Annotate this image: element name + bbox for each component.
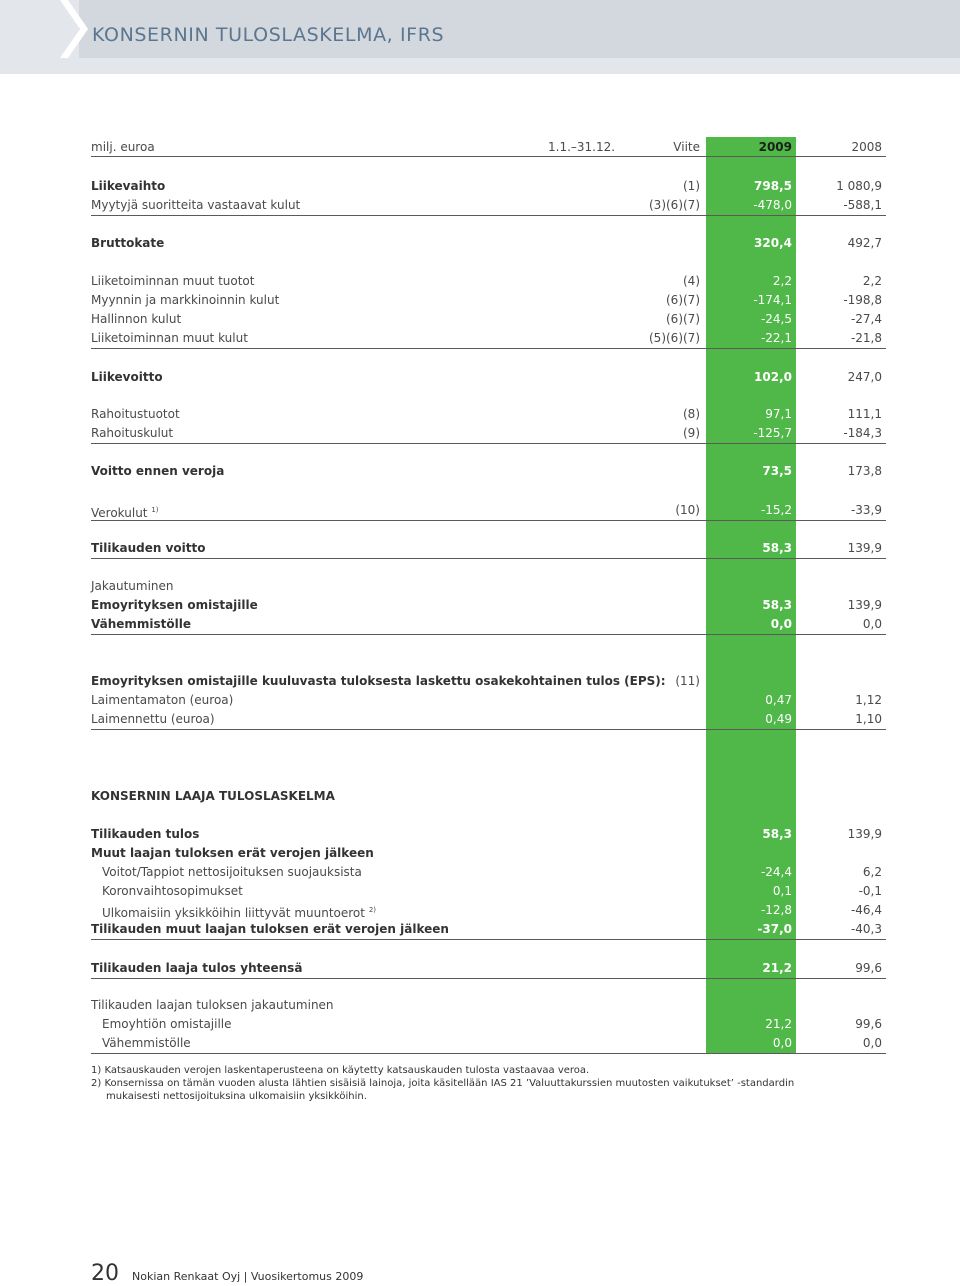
value-2009: 21,2 — [762, 961, 792, 975]
value-2008: 0,0 — [862, 1036, 882, 1050]
value-2008: -33,9 — [850, 503, 882, 517]
row-label: Emoyrityksen omistajille — [91, 598, 258, 612]
value-2008: -21,8 — [850, 331, 882, 345]
row-label: Rahoitustuotot — [91, 407, 180, 421]
row-label: Jakautuminen — [91, 579, 174, 593]
page-title: KONSERNIN TULOSLASKELMA, IFRS — [92, 24, 445, 46]
row-note: (11) — [675, 674, 700, 688]
row-note: (4) — [683, 274, 700, 288]
row-label: Emoyhtiön omistajille — [102, 1017, 232, 1031]
value-2009: 0,47 — [765, 693, 792, 707]
row-label: Vähemmistölle — [102, 1036, 191, 1050]
row-label: Myynnin ja markkinoinnin kulut — [91, 293, 280, 307]
value-2009: 320,4 — [754, 236, 792, 250]
value-2009: -24,4 — [760, 865, 792, 879]
publication-info: Nokian Renkaat Oyj | Vuosikertomus 2009 — [132, 1270, 364, 1283]
value-2009: 73,5 — [762, 464, 792, 478]
value-2008: 0,0 — [862, 617, 882, 631]
value-2009: 0,0 — [772, 1036, 792, 1050]
value-2008: -0,1 — [858, 884, 882, 898]
value-2009: 0,1 — [772, 884, 792, 898]
value-2008: 247,0 — [847, 370, 882, 384]
value-2009: -125,7 — [753, 426, 792, 440]
row-label: Ulkomaisiin yksikköihin liittyvät muuntoerot — [102, 906, 365, 920]
row-note: (1) — [683, 179, 700, 193]
row-divider — [91, 1053, 886, 1054]
page-number: 20 — [91, 1261, 119, 1286]
value-2008: -588,1 — [843, 198, 882, 212]
row-note: (3)(6)(7) — [649, 198, 700, 212]
value-2009: -37,0 — [757, 922, 792, 936]
row-divider — [91, 634, 886, 635]
value-2008: 139,9 — [847, 598, 882, 612]
row-label: Laimentamaton (euroa) — [91, 693, 234, 707]
value-2009: 58,3 — [762, 541, 792, 555]
row-label: Muut laajan tuloksen erät verojen jälkeen — [91, 846, 374, 860]
row-label: Tilikauden muut laajan tuloksen erät verojen jälkeen — [91, 922, 449, 936]
row-label: Vähemmistölle — [91, 617, 192, 631]
value-2009: -174,1 — [753, 293, 792, 307]
row-label: Tilikauden laajan tuloksen jakautuminen — [91, 998, 334, 1012]
value-2008: 6,2 — [862, 865, 882, 879]
row-note: (9) — [683, 426, 700, 440]
value-2008: 99,6 — [855, 961, 882, 975]
row-divider — [91, 729, 886, 730]
year-2008-header: 2008 — [851, 140, 882, 154]
row-label: Liiketoiminnan muut tuotot — [91, 274, 255, 288]
year-2009-header: 2009 — [758, 140, 792, 154]
row-divider — [91, 443, 886, 444]
value-2008: 139,9 — [847, 827, 882, 841]
row-label-with-ref — [91, 503, 159, 520]
value-2009: 798,5 — [754, 179, 792, 193]
value-2008: 111,1 — [847, 407, 882, 421]
row-label: Rahoituskulut — [91, 426, 174, 440]
row-label: Emoyrityksen omistajille kuuluvasta tuloksesta laskettu osakekohtainen tulos (EPS): — [91, 674, 666, 688]
value-2008: -184,3 — [843, 426, 882, 440]
comprehensive-title: KONSERNIN LAAJA TULOSLASKELMA — [91, 789, 335, 803]
row-divider — [91, 348, 886, 349]
period-label: 1.1.–31.12. — [548, 140, 616, 154]
row-note: (6)(7) — [666, 312, 700, 326]
value-2009: 58,3 — [762, 598, 792, 612]
value-2009: -15,2 — [760, 503, 792, 517]
footnote-ref: 1) — [151, 506, 159, 514]
row-note: (10) — [675, 503, 700, 517]
row-label: Hallinnon kulut — [91, 312, 182, 326]
chevron-right-icon — [60, 0, 88, 58]
footnote-2-continued: mukaisesti nettosijoituksina ulkomaisiin yksikköihin. — [106, 1091, 367, 1102]
value-2009: -12,8 — [760, 903, 792, 917]
footnote-1: 1) Katsauskauden verojen laskentaperusteena on käytetty katsauskauden tulosta vastaavaa veroa. — [91, 1065, 590, 1076]
row-label: Voitot/Tappiot nettosijoituksen suojauksista — [102, 865, 362, 879]
unit-label: milj. euroa — [91, 140, 155, 154]
value-2009: 0,49 — [765, 712, 792, 726]
value-2009: 97,1 — [765, 407, 792, 421]
value-2008: 1,12 — [855, 693, 882, 707]
header-divider — [91, 156, 886, 157]
value-2009: -22,1 — [760, 331, 792, 345]
note-column-header: Viite — [673, 140, 700, 154]
value-2008: 2,2 — [862, 274, 882, 288]
row-label: Myytyjä suoritteita vastaavat kulut — [91, 198, 301, 212]
row-label: Liiketoiminnan muut kulut — [91, 331, 248, 345]
row-divider — [91, 978, 886, 979]
value-2008: 1,10 — [855, 712, 882, 726]
value-2009: 102,0 — [754, 370, 792, 384]
value-2009: -478,0 — [753, 198, 792, 212]
value-2008: -46,4 — [850, 903, 882, 917]
footnote-2: 2) Konsernissa on tämän vuoden alusta lähtien sisäisiä lainoja, joita käsitellään IAS 21 ’Valuuttakurssien muutosten vaikutukset’ -standardin — [91, 1078, 795, 1089]
value-2008: 492,7 — [847, 236, 882, 250]
row-label: Tilikauden tulos — [91, 827, 200, 841]
row-label: Tilikauden laaja tulos yhteensä — [91, 961, 303, 975]
row-divider — [91, 215, 886, 216]
value-2009: 58,3 — [762, 827, 792, 841]
value-2008: 99,6 — [855, 1017, 882, 1031]
footnote-ref: 2) — [368, 906, 376, 914]
row-label: Bruttokate — [91, 236, 165, 250]
value-2008: 139,9 — [847, 541, 882, 555]
row-note: (8) — [683, 407, 700, 421]
value-2008: -198,8 — [843, 293, 882, 307]
row-label: Koronvaihtosopimukset — [102, 884, 243, 898]
value-2009: 21,2 — [765, 1017, 792, 1031]
row-note: (5)(6)(7) — [649, 331, 700, 345]
row-label: Tilikauden voitto — [91, 541, 206, 555]
row-label: Voitto ennen veroja — [91, 464, 225, 478]
row-label-with-ref — [102, 903, 376, 920]
value-2008: -40,3 — [850, 922, 882, 936]
row-label: Verokulut — [91, 506, 148, 520]
value-2008: 173,8 — [847, 464, 882, 478]
row-divider — [91, 939, 886, 940]
row-label: Liikevaihto — [91, 179, 166, 193]
value-2008: -27,4 — [850, 312, 882, 326]
value-2009: -24,5 — [760, 312, 792, 326]
value-2008: 1 080,9 — [836, 179, 882, 193]
row-label: Laimennettu (euroa) — [91, 712, 215, 726]
value-2009: 2,2 — [772, 274, 792, 288]
row-label: Liikevoitto — [91, 370, 163, 384]
row-divider — [91, 520, 886, 521]
row-note: (6)(7) — [666, 293, 700, 307]
value-2009: 0,0 — [770, 617, 792, 631]
row-divider — [91, 558, 886, 559]
